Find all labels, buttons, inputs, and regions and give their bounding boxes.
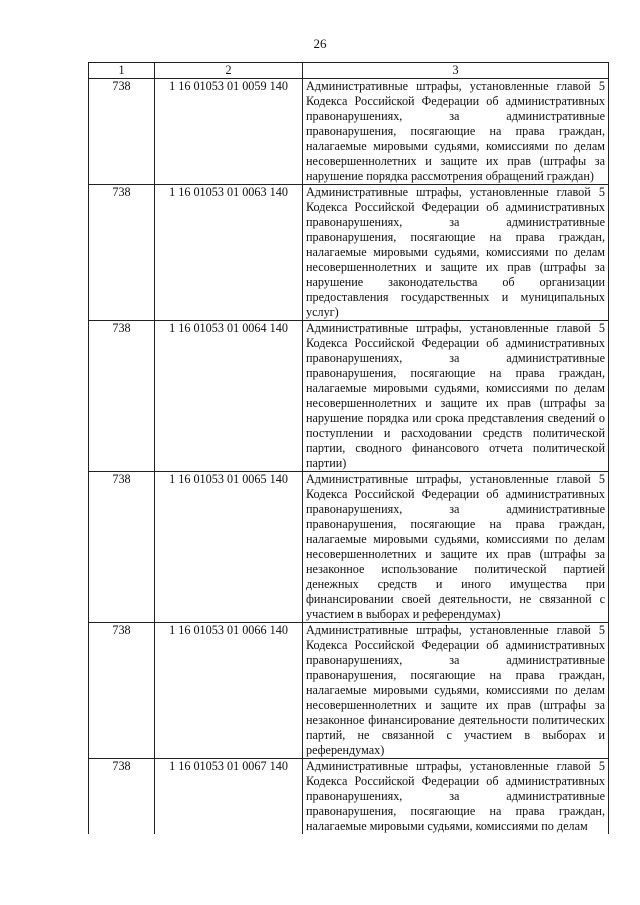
description-cell: Административные штрафы, установленные главой 5 Кодекса Российской Федерации об административных правонарушениях, за административные правонарушения, посягающие на права граждан, налагаемые мировыми судьями, комиссиями по делам (303, 759, 609, 835)
budget-code-cell: 1 16 01053 01 0066 140 (155, 623, 303, 759)
table-row (89, 472, 609, 623)
budget-code-cell: 1 16 01053 01 0059 140 (155, 79, 303, 185)
budget-code-cell: 1 16 01053 01 0065 140 (155, 472, 303, 623)
admin-code-cell: 738 (89, 759, 155, 835)
admin-code-cell: 738 (89, 79, 155, 185)
admin-code-cell: 738 (89, 472, 155, 623)
description-cell: Административные штрафы, установленные главой 5 Кодекса Российской Федерации об административных правонарушениях, за административные правонарушения, посягающие на права граждан, налагаемые мировыми судьями, комиссиями по делам несовершеннолетних и защите их прав (штрафы за незаконное финансирование деятельности политических партий, не связанной с участием в выборах и референдумах) (303, 623, 609, 759)
budget-code-cell: 1 16 01053 01 0067 140 (155, 759, 303, 835)
description-cell: Административные штрафы, установленные главой 5 Кодекса Российской Федерации об административных правонарушениях, за административные правонарушения, посягающие на права граждан, налагаемые мировыми судьями, комиссиями по делам несовершеннолетних и защите их прав (штрафы за нарушение законодательства об организации предоставления государственных и муниципальных услуг) (303, 185, 609, 321)
table-header-row (89, 63, 609, 79)
table-row (89, 321, 609, 472)
description-cell: Административные штрафы, установленные главой 5 Кодекса Российской Федерации об административных правонарушениях, за административные правонарушения, посягающие на права граждан, налагаемые мировыми судьями, комиссиями по делам несовершеннолетних и защите их прав (штрафы за нарушение порядка рассмотрения обращений граждан) (303, 79, 609, 185)
column-header-3: 3 (303, 63, 609, 79)
column-header-1: 1 (89, 63, 155, 79)
admin-code-cell: 738 (89, 185, 155, 321)
table-row (89, 623, 609, 759)
budget-code-cell: 1 16 01053 01 0063 140 (155, 185, 303, 321)
description-cell: Административные штрафы, установленные главой 5 Кодекса Российской Федерации об административных правонарушениях, за административные правонарушения, посягающие на права граждан, налагаемые мировыми судьями, комиссиями по делам несовершеннолетних и защите их прав (штрафы за незаконное использование политической партией денежных средств и иного имущества при финансировании своей деятельности, не связанной с участием в выборах и референдумах) (303, 472, 609, 623)
admin-code-cell: 738 (89, 321, 155, 472)
budget-code-cell: 1 16 01053 01 0064 140 (155, 321, 303, 472)
page-number: 26 (313, 36, 327, 51)
table-row (89, 79, 609, 185)
fines-table (88, 62, 609, 834)
admin-code-cell: 738 (89, 623, 155, 759)
column-header-2: 2 (155, 63, 303, 79)
description-cell: Административные штрафы, установленные главой 5 Кодекса Российской Федерации об административных правонарушениях, за административные правонарушения, посягающие на права граждан, налагаемые мировыми судьями, комиссиями по делам несовершеннолетних и защите их прав (штрафы за нарушение порядка или срока представления сведений о поступлении и расходовании средств политической партии, сводного финансового отчета политической партии) (303, 321, 609, 472)
table-row (89, 185, 609, 321)
table-row (89, 759, 609, 835)
